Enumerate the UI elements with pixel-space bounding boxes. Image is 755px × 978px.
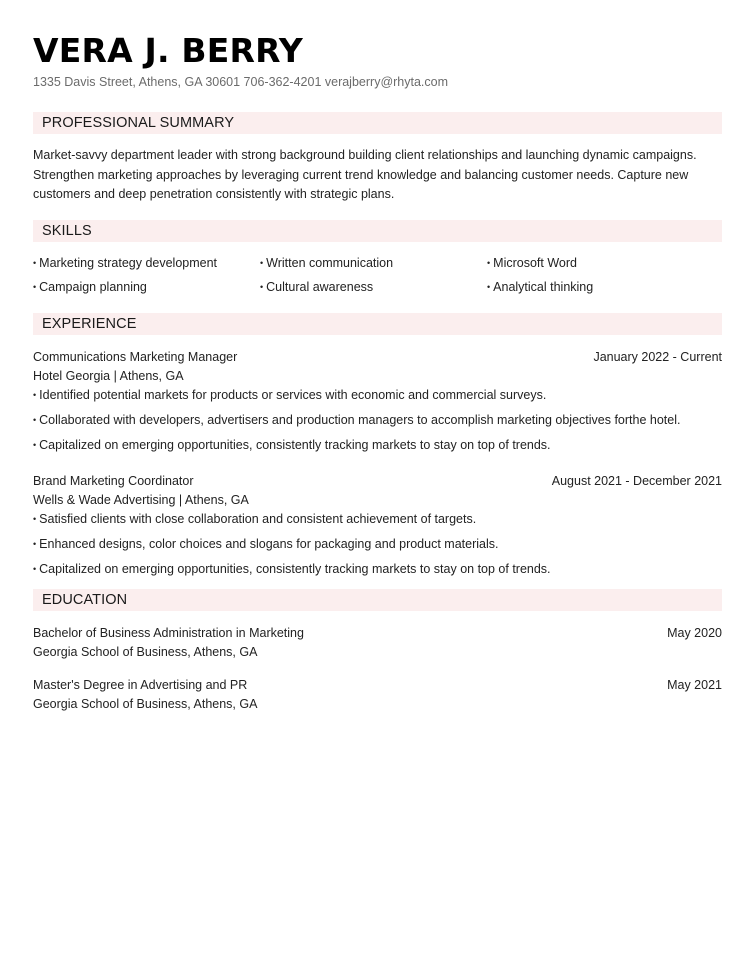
education-header — [33, 676, 722, 695]
summary-text: Market-savvy department leader with strong background building client relationships and launching dynamic campaigns. Strengthen marketing approaches by leveraging current trend knowledge and balancing customer needs. Capture new customers and deep penetration consistently with strategic plans. — [33, 148, 697, 201]
graduation-date: May 2020 — [667, 625, 722, 640]
section-heading-education: EDUCATION — [33, 589, 722, 611]
skill-item: • Cultural awareness — [260, 278, 487, 298]
skill-item: • Marketing strategy development — [33, 254, 260, 274]
job-bullets — [33, 510, 722, 580]
candidate-name: VERA J. BERRY — [33, 31, 304, 70]
job-bullet: • Collaborated with developers, advertisers and production managers to accomplish marketing objectives forthe hotel. — [33, 411, 722, 431]
job-bullet: • Capitalized on emerging opportunities, consistently tracking markets to stay on top of trends. — [33, 436, 722, 456]
job-bullet: • Identified potential markets for products or services with economic and commercial surveys. — [33, 386, 722, 406]
job-title: Communications Marketing Manager — [33, 349, 238, 364]
section-heading-skills: SKILLS — [33, 220, 722, 242]
education-header — [33, 624, 722, 643]
degree: Bachelor of Business Administration in Marketing — [33, 625, 304, 640]
job-bullet: • Enhanced designs, color choices and slogans for packaging and product materials. — [33, 535, 722, 555]
skill-item: • Campaign planning — [33, 278, 260, 298]
job-header — [33, 348, 722, 367]
job-title: Brand Marketing Coordinator — [33, 473, 194, 488]
section-heading-experience: EXPERIENCE — [33, 313, 722, 335]
skill-item: • Microsoft Word — [487, 254, 722, 274]
job-entry — [33, 348, 722, 456]
school: Georgia School of Business, Athens, GA — [33, 696, 258, 711]
graduation-date: May 2021 — [667, 677, 722, 692]
skill-item: • Analytical thinking — [487, 278, 722, 298]
job-dates: January 2022 - Current — [593, 349, 722, 364]
resume-page — [33, 32, 722, 714]
education-entry — [33, 624, 722, 662]
skills-list — [33, 254, 722, 298]
job-bullet: • Satisfied clients with close collaboration and consistent achievement of targets. — [33, 510, 722, 530]
job-entry — [33, 472, 722, 580]
job-company: Wells & Wade Advertising | Athens, GA — [33, 492, 249, 507]
education-entry — [33, 676, 722, 714]
section-heading-summary: PROFESSIONAL SUMMARY — [33, 112, 722, 134]
school: Georgia School of Business, Athens, GA — [33, 644, 258, 659]
job-company: Hotel Georgia | Athens, GA — [33, 368, 184, 383]
job-header — [33, 472, 722, 491]
degree: Master's Degree in Advertising and PR — [33, 677, 248, 692]
job-bullet: • Capitalized on emerging opportunities, consistently tracking markets to stay on top of trends. — [33, 560, 722, 580]
job-dates: August 2021 - December 2021 — [551, 473, 722, 488]
job-bullets — [33, 386, 722, 456]
contact-line: 1335 Davis Street, Athens, GA 30601 706-362-4201 verajberry@rhyta.com — [33, 75, 449, 89]
skill-item: • Written communication — [260, 254, 487, 274]
